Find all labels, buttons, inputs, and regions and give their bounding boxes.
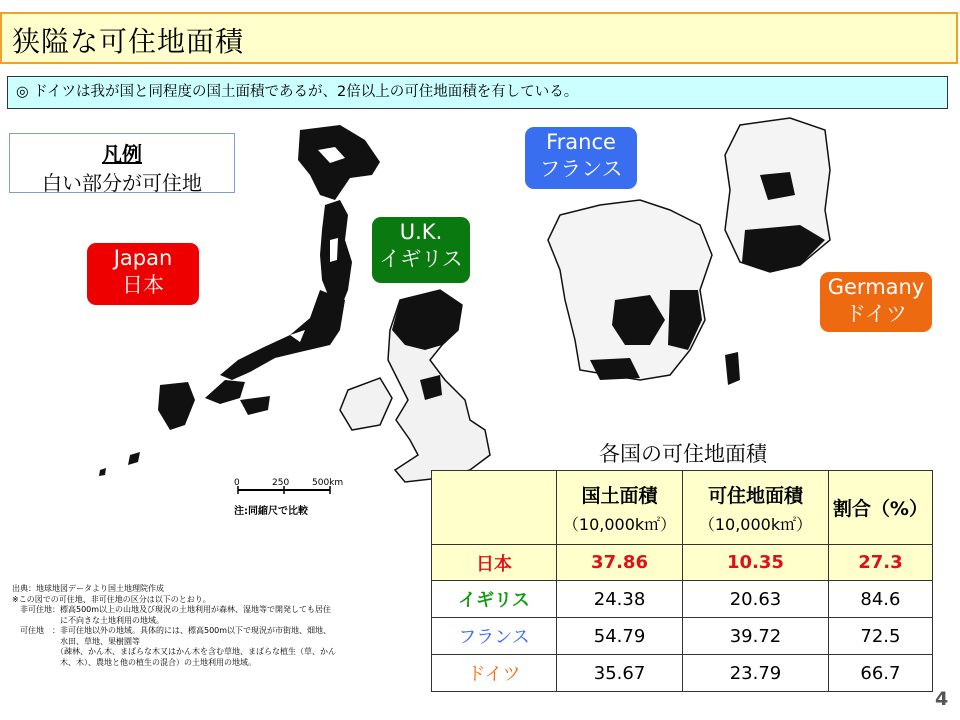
japan-badge [87, 243, 199, 305]
subtitle-box: ◎ ドイツは我が国と同程度の国土面積であるが、2倍以上の可住地面積を有している。 [7, 76, 948, 109]
germany-map [725, 118, 830, 272]
habitable-area-france: 39.72 [683, 618, 829, 655]
table-row [432, 581, 933, 618]
habitable-area-table [431, 470, 933, 692]
header-land-area-unit: （10,000k㎡） [562, 514, 677, 534]
uk-badge [372, 217, 470, 283]
table-header-row [432, 471, 933, 545]
header-land-area [556, 471, 682, 545]
uk-map [340, 290, 490, 482]
land-area-japan: 37.86 [556, 545, 682, 581]
scale-tick-0: 0 [234, 478, 240, 488]
scale-tick-250: 250 [272, 478, 290, 488]
page-title: 狭隘な可住地面積 [12, 25, 245, 58]
header-land-area-label: 国土面積 [581, 484, 658, 507]
legend-title: 凡例 [102, 142, 142, 166]
ratio-japan: 27.3 [828, 545, 932, 581]
ratio-germany: 66.7 [828, 655, 932, 692]
habitable-area-uk: 20.63 [683, 581, 829, 618]
land-area-france: 54.79 [556, 618, 682, 655]
table-row [432, 618, 933, 655]
table-title: 各国の可住地面積 [599, 442, 767, 466]
country-japan: 日本 [432, 545, 557, 581]
header-habitable-area-label: 可住地面積 [707, 484, 803, 507]
france-badge-ja: フランス [539, 157, 623, 181]
country-germany: ドイツ [432, 655, 557, 692]
japan-badge-ja: 日本 [122, 273, 164, 297]
table-row [432, 545, 933, 581]
land-area-uk: 24.38 [556, 581, 682, 618]
habitable-area-japan: 10.35 [683, 545, 829, 581]
land-area-germany: 35.67 [556, 655, 682, 692]
header-ratio [828, 471, 932, 545]
country-uk: イギリス [432, 581, 557, 618]
habitable-area-germany: 23.79 [683, 655, 829, 692]
header-country [432, 471, 557, 545]
germany-badge-en: Germany [827, 275, 925, 299]
legend-box [9, 133, 235, 193]
scale-note: 注:同縮尺で比較 [234, 506, 308, 517]
ratio-uk: 84.6 [828, 581, 932, 618]
page-number: 4 [935, 688, 949, 710]
source-notes: 出典：地球地図データより国土地理院作成 ※この図での可住地、非可住地の区分は以下のとおり。 非可住地：標高500m以上の山地及び現況の土地利用が森林、湿地等で開発しても居住 に不向きな土地利用の地域。 可住地 ：非可住地以外の地域。具体的には、標高500m以下で現況が市街地、畑地、 水田、草地、果樹園等 （疎林、かん木、まばらな木又はかん木を含む草地、まばらな植生（草、かん 木、木）、農地と他の植生の混合）の土地利用の地域。 [12, 584, 336, 667]
ratio-france: 72.5 [828, 618, 932, 655]
scale-tick-500: 500km [312, 478, 344, 488]
header-habitable-area [683, 471, 829, 545]
header-ratio-label: 割合（%） [832, 498, 928, 520]
france-map [548, 200, 740, 385]
uk-badge-ja: イギリス [379, 247, 463, 271]
japan-badge-en: Japan [113, 246, 173, 270]
country-france: フランス [432, 618, 557, 655]
header-habitable-area-unit: （10,000k㎡） [698, 514, 813, 534]
scale-bar [230, 478, 344, 517]
france-badge [525, 127, 637, 189]
germany-badge-ja: ドイツ [845, 302, 907, 326]
germany-badge [820, 272, 932, 332]
table-row [432, 655, 933, 692]
legend-description: 白い部分が可住地 [42, 171, 202, 195]
uk-badge-en: U.K. [399, 220, 443, 244]
france-badge-en: France [546, 130, 616, 154]
